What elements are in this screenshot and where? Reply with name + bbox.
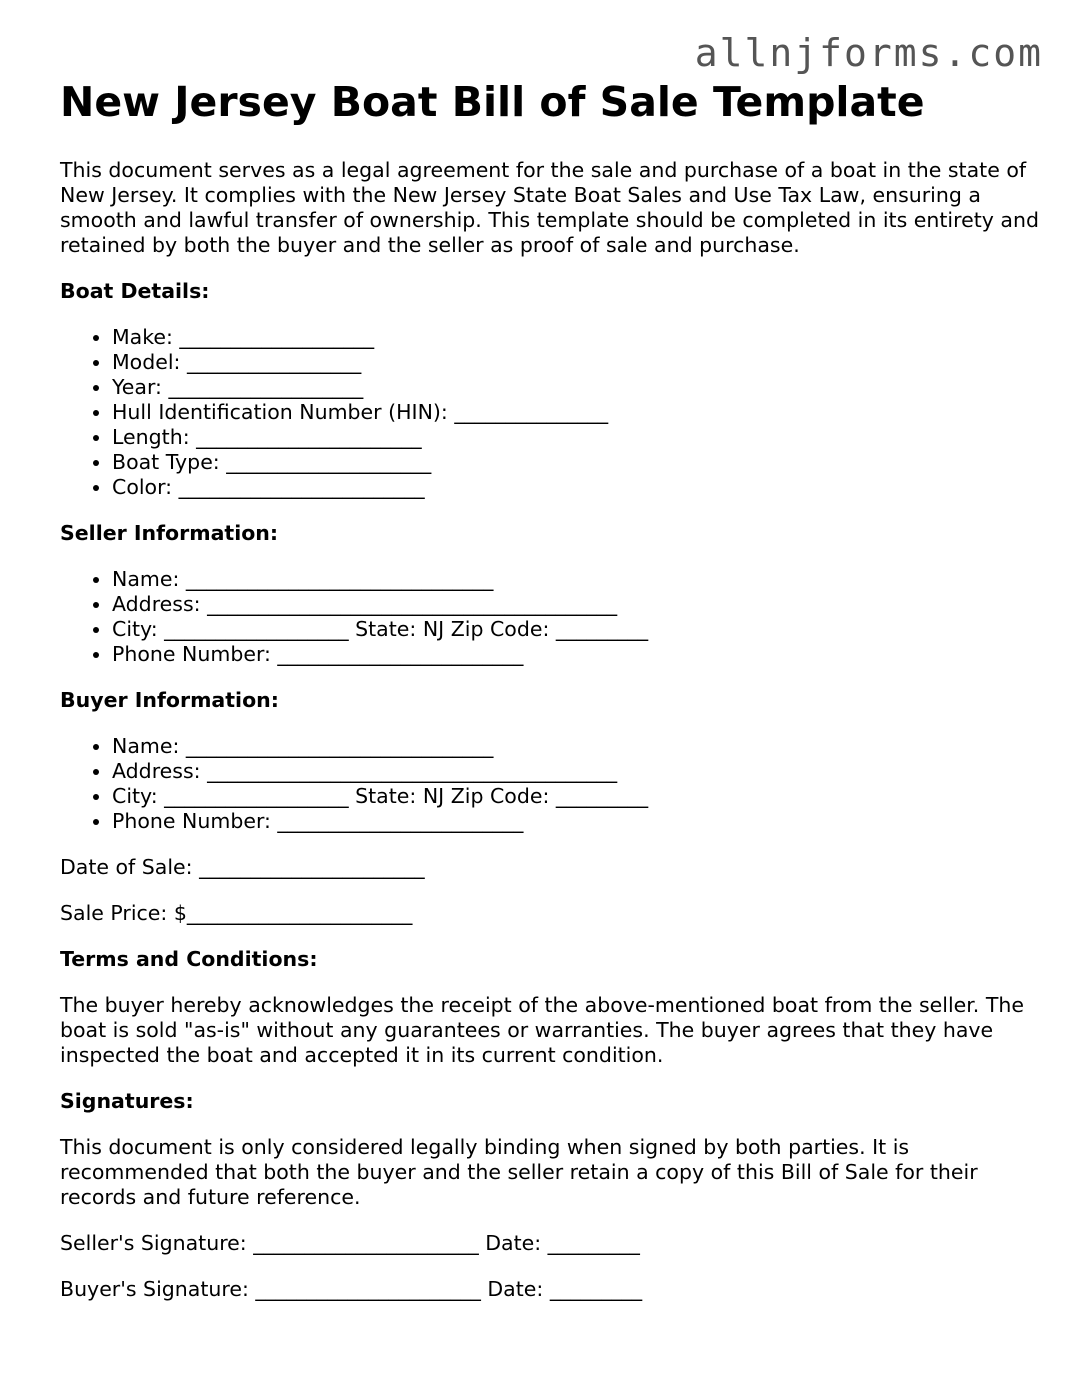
terms-heading: Terms and Conditions:: [60, 947, 318, 971]
intro-paragraph: This document serves as a legal agreement for the sale and purchase of a boat in the state of New Jersey. It complies with the New Jersey State Boat Sales and Use Tax Law, ensuring a smooth and lawful transfer of ownership. This template should be completed in its entirety and retained by both the buyer and the seller as proof of sale and purchase.: [60, 158, 1039, 257]
seller-info-list: [60, 567, 1040, 667]
seller-signature-line: Seller's Signature: ______________________ Date: _________: [60, 1231, 640, 1255]
seller-address-field: • Address: ________________________________________: [112, 592, 1040, 617]
site-watermark: allnjforms.com: [694, 31, 1043, 75]
buyer-address-field: • Address: ________________________________________: [112, 759, 1040, 784]
signatures-heading: Signatures:: [60, 1089, 194, 1113]
boat-hin-field: • Hull Identification Number (HIN): _______________: [112, 400, 1040, 425]
date-of-sale-field: Date of Sale: ______________________: [60, 855, 425, 879]
boat-color-field: • Color: ________________________: [112, 475, 1040, 500]
buyer-info-heading: Buyer Information:: [60, 688, 279, 712]
buyer-name-field: • Name: ______________________________: [112, 734, 1040, 759]
boat-year-field: • Year: ___________________: [112, 375, 1040, 400]
boat-make-field: • Make: ___________________: [112, 325, 1040, 350]
document-page: [60, 76, 1040, 1302]
sale-price-field: Sale Price: $______________________: [60, 901, 413, 925]
boat-details-list: [60, 325, 1040, 500]
seller-name-field: • Name: ______________________________: [112, 567, 1040, 592]
buyer-info-list: [60, 734, 1040, 834]
buyer-city-state-zip-field: • City: __________________ State: NJ Zip Code: _________: [112, 784, 1040, 809]
buyer-phone-field: • Phone Number: ________________________: [112, 809, 1040, 834]
seller-phone-field: • Phone Number: ________________________: [112, 642, 1040, 667]
boat-type-field: • Boat Type: ____________________: [112, 450, 1040, 475]
terms-paragraph: The buyer hereby acknowledges the receipt of the above-mentioned boat from the seller. The boat is sold "as-is" without any guarantees or warranties. The buyer agrees that they have inspected the boat and accepted it in its current condition.: [60, 993, 1024, 1067]
signatures-paragraph: This document is only considered legally binding when signed by both parties. It is recommended that both the buyer and the seller retain a copy of this Bill of Sale for their records and future reference.: [60, 1135, 978, 1209]
seller-info-heading: Seller Information:: [60, 521, 279, 545]
boat-length-field: • Length: ______________________: [112, 425, 1040, 450]
boat-details-heading: Boat Details:: [60, 279, 210, 303]
buyer-signature-line: Buyer's Signature: ______________________ Date: _________: [60, 1277, 643, 1301]
boat-model-field: • Model: _________________: [112, 350, 1040, 375]
document-title: New Jersey Boat Bill of Sale Template: [60, 78, 925, 126]
seller-city-state-zip-field: • City: __________________ State: NJ Zip Code: _________: [112, 617, 1040, 642]
